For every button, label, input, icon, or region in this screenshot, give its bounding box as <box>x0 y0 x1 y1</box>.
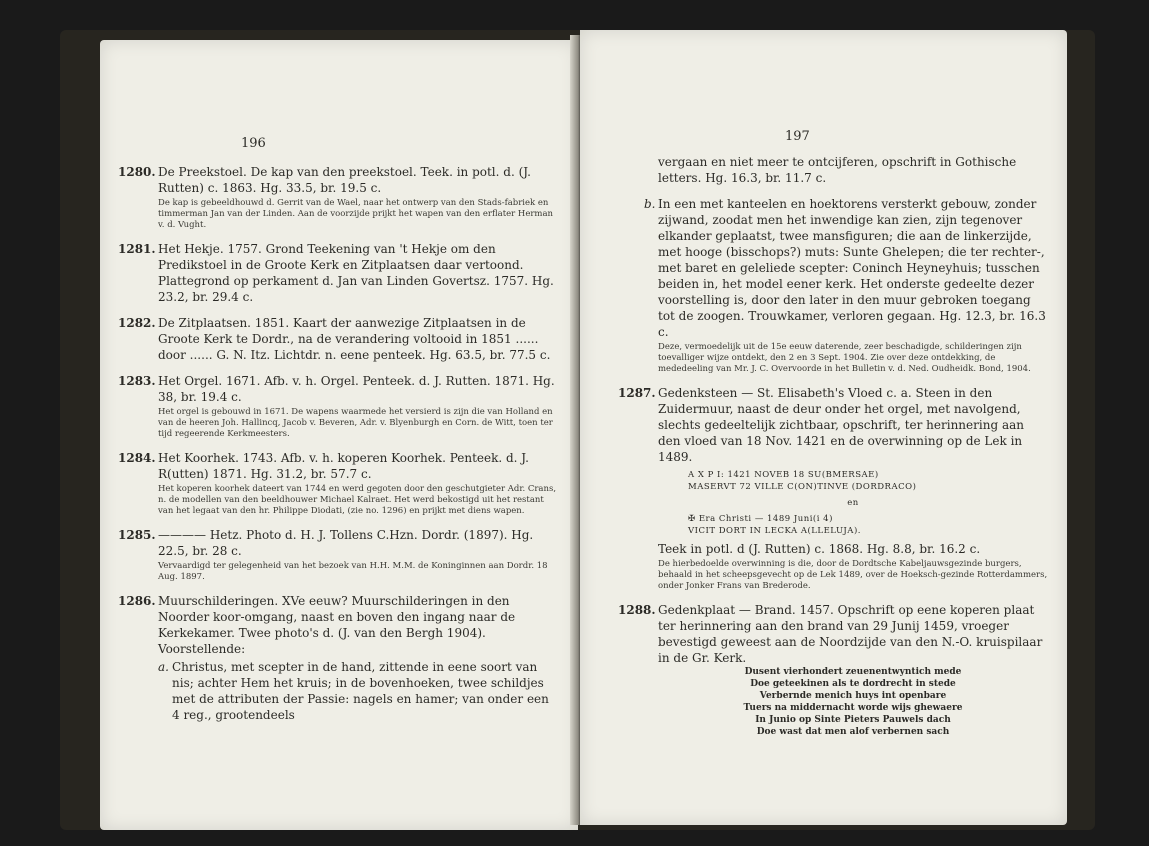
entry-text: De Zitplaatsen. 1851. Kaart der aanwezige Zitplaatsen in de Groote Kerk te Dordr., na de verandering voltooid in 1851 ...... door ...... G. N. Itz. Lichtdr. n. eene penteek. Hg. 63.5, br. 77.5 c. <box>158 316 551 362</box>
left-page <box>100 40 578 830</box>
catalog-entry <box>118 593 558 723</box>
gothic-inscription-line: In Junio op Sinte Pieters Pauwels dach <box>755 715 951 725</box>
entry-note: De kap is gebeeldhouwd d. Gerrit van de Wael, naar het ontwerp van den Stads-fabriek en timmerman Jan van der Linden. Aan de voorzijde prijkt het wapen van den erflater Herman v. d. Vught. <box>158 198 554 230</box>
entry-note: Vervaardigd ter gelegenheid van het bezoek van H.H. M.M. de Koninginnen aan Dordr. 18 Aug. 1897. <box>158 561 548 582</box>
gothic-inscription-line: Doe wast dat men alof verbernen sach <box>756 727 950 737</box>
entry-number: 1283. <box>118 374 156 388</box>
catalog-entry <box>618 602 1048 738</box>
inscription-line: MASERVT 72 VILLE C(ON)TINVE (DORDRACO) <box>688 482 917 492</box>
catalog-entry <box>118 450 558 517</box>
gothic-inscription-line: Verbernde menich huys int openbare <box>759 691 947 701</box>
gothic-inscription-line: Dusent vierhondert zeuenentwyntich mede <box>744 667 962 677</box>
entry-text: Teek in potl. d (J. Rutten) c. 1868. Hg. 8.8, br. 16.2 c. <box>658 542 981 556</box>
entry-number: 1286. <box>118 594 156 608</box>
sub-text: Christus, met scepter in de hand, zittende in eene soort van nis; achter Hem het kruis; in de bovenhoeken, twee schildjes met de attributen der Passie: nagels en hamer; van onder een 4 reg., grootendeels <box>172 660 549 722</box>
entry-number: 1287. <box>618 386 656 400</box>
catalog-entry <box>118 315 558 363</box>
entry-text: Gedenksteen — St. Elisabeth's Vloed c. a. Steen in den Zuidermuur, naast de deur onder het orgel, met navolgend, slechts gedeeltelijk zichtbaar, opschrift, ter herinnering aan den vloed van 18 Nov. 1421 en de overwinning op de Lek in 1489. <box>658 386 1024 464</box>
entry-note: Deze, vermoedelijk uit de 15e eeuw daterende, zeer beschadigde, schilderingen zijn toevalliger wijze ontdekt, den 2 en 3 Sept. 1904. Zie over deze ontdekking, de mededeeling van Mr. J. C. Overvoorde in het Bulletin v. d. Ned. Oudheidk. Bond, 1904. <box>658 342 1031 374</box>
entry-number: 1284. <box>118 451 156 465</box>
inscription-connector: en <box>847 498 859 508</box>
page-number-left: 196 <box>241 136 266 151</box>
entry-note: Het orgel is gebouwd in 1671. De wapens waarmede het versierd is zijn die van Holland en van de heeren Joh. Hallincq, Jacob v. Beveren, Adr. v. Blyenburgh en Corn. de Witt, toen ter tijd regeerende Kerkmeesters. <box>158 407 553 439</box>
entry-note: Het koperen koorhek dateert van 1744 en werd gegoten door den geschutgieter Adr. Crans, n. de modellen van den beeldhouwer Michael Kalraet. Het werd bekostigd uit het restant van het legaat van den hr. Philippe Diodati, (zie no. 1296) en prijkt met diens wapen. <box>158 484 557 516</box>
catalog-entry <box>118 241 558 305</box>
gothic-inscription-line: Tuers na middernacht worde wijs ghewaere <box>743 703 963 713</box>
inscription-line: ✠ Era Christi — 1489 Juni(i 4) <box>688 514 833 524</box>
entry-text: Het Orgel. 1671. Afb. v. h. Orgel. Penteek. d. J. Rutten. 1871. Hg. 38, br. 19.4 c. <box>158 374 555 404</box>
sub-item-a <box>158 659 558 723</box>
entry-number: 1281. <box>118 242 156 256</box>
catalog-entry <box>118 373 558 440</box>
sub-text: In een met kanteelen en hoektorens versterkt gebouw, zonder zijwand, zoodat men het inwendige kan zien, zijn tegenover elkander geplaatst, twee mansfiguren; die aan de linkerzijde, met hooge (bisschops?) muts: Sunte Ghelepen; die ter rechter-, met baret en geleliede scepter: Coninch Heyneyhuis; tusschen beiden in, het model eener kerk. Het onderste gedeelte dezer voorstelling is, door den later in den muur gebroken toegang tot de zoogen. Trouwkamer, verloren gegaan. Hg. 12.3, br. 16.3 c. <box>658 197 1046 339</box>
sub-label: a. <box>158 660 169 674</box>
entry-text: Het Koorhek. 1743. Afb. v. h. koperen Koorhek. Penteek. d. J. R(utten) 1871. Hg. 31.2, br. 57.7 c. <box>158 451 529 481</box>
catalog-entry <box>118 164 558 231</box>
entry-number: 1285. <box>118 528 156 542</box>
entry-number: 1282. <box>118 316 156 330</box>
entry-number: 1288. <box>618 603 656 617</box>
sub-item-b <box>644 196 1048 375</box>
entry-number: 1280. <box>118 165 156 179</box>
page-number-right: 197 <box>785 129 810 144</box>
sub-label: b. <box>644 197 656 211</box>
catalog-entry <box>118 527 558 583</box>
entry-text: Gedenkplaat — Brand. 1457. Opschrift op eene koperen plaat ter herinnering aan den brand van 29 Junij 1459, vroeger bevestigd geweest aan de Noordzijde van den N.-O. kruispilaar in de Gr. Kerk. <box>658 603 1043 665</box>
inscription-line: VICIT DORT IN LECKA A(LLELUJA). <box>688 526 861 536</box>
entry-text: Het Hekje. 1757. Grond Teekening van 't Hekje om den Predikstoel in de Groote Kerk en Zitplaatsen daar vertoond. Plattegrond op perkament d. Jan van Linden Govertsz. 1757. Hg. 23.2, br. 29.4 c. <box>158 242 554 304</box>
entry-note: De hierbedoelde overwinning is die, door de Dordtsche Kabeljauwsgezinde burgers, behaald in het scheepsgevecht op de Lek 1489, over de Hoeksch-gezinde Rotterdammers, onder Jonker Frans van Brederode. <box>658 559 1048 591</box>
left-content <box>118 164 558 733</box>
entry-text: ———— Hetz. Photo d. H. J. Tollens C.Hzn. Dordr. (1897). Hg. 22.5, br. 28 c. <box>158 528 534 558</box>
right-content <box>618 154 1048 748</box>
catalog-entry <box>618 385 1048 592</box>
right-page <box>580 30 1067 825</box>
entry-text: De Preekstoel. De kap van den preekstoel. Teek. in potl. d. (J. Rutten) c. 1863. Hg. 33.5, br. 19.5 c. <box>158 165 531 195</box>
continuation-text: vergaan en niet meer te ontcijferen, opschrift in Gothische letters. Hg. 16.3, br. 11.7 c. <box>658 155 1017 185</box>
gothic-inscription-line: Doe geteekinen als te dordrecht in stede <box>750 679 956 689</box>
entry-text: Muurschilderingen. XVe eeuw? Muurschilderingen in den Noorder koor-omgang, naast en boven den ingang naar de Kerkekamer. Twee photo's d. (J. van den Bergh 1904). Voorstellende: <box>158 594 516 656</box>
inscription-line: A X P I: 1421 NOVEB 18 SU(BMERSAE) <box>688 470 879 480</box>
